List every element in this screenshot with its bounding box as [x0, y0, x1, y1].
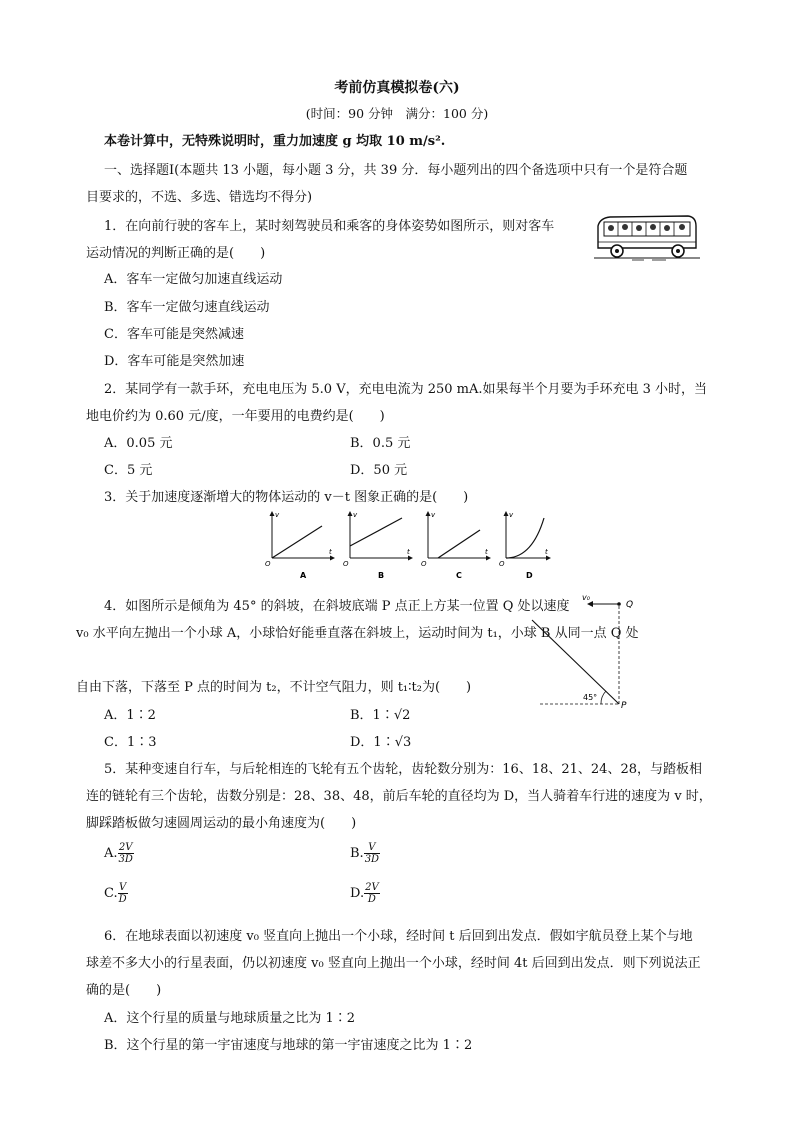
slope-diagram — [528, 588, 638, 712]
q2-option-d: D．50 元 — [350, 463, 408, 478]
q6-option-a: A．这个行星的质量与地球质量之比为 1∶2 — [104, 1011, 356, 1026]
paper-title: 考前仿真模拟卷(六) — [334, 80, 460, 96]
graph-c-origin: O — [421, 560, 427, 568]
q2-option-a: A．0.05 元 — [104, 436, 173, 451]
q4-line1: 4．如图所示是倾角为 45° 的斜坡，在斜坡底端 P 点正上方某一位置 Q 处以速度 — [104, 599, 570, 614]
q4-option-c: C．1∶3 — [104, 735, 157, 750]
bus-illustration — [592, 212, 702, 264]
graph-a-origin: O — [265, 560, 271, 568]
p-label: P — [621, 701, 627, 711]
graph-b-origin: O — [343, 560, 349, 568]
q2-option-c: C．5 元 — [104, 463, 153, 478]
vt-graph-c — [421, 511, 490, 580]
q2-option-b: B．0.5 元 — [350, 436, 411, 451]
graph-d-t-label: t — [545, 548, 548, 556]
q4-option-b: B．1∶√2 — [350, 708, 411, 723]
q1-option-c: C．客车可能是突然减速 — [104, 327, 244, 342]
graph-c-v-label: v — [431, 511, 436, 519]
q5-option-c: C. $\frac{V}{D}$ — [104, 882, 127, 905]
q4-option-d: D．1∶√3 — [350, 735, 412, 750]
q-label: Q — [626, 600, 634, 610]
angle-label: 45° — [583, 693, 598, 702]
q5-option-b: B. $\frac{V}{3D}$ — [350, 842, 380, 865]
graph-d-origin: O — [499, 560, 505, 568]
q4-line2: v₀ 水平向左抛出一个小球 A，小球恰好能垂直落在斜坡上，运动时间为 t₁，小球 B 从同一点 Q 处 — [76, 626, 639, 641]
graph-c-label: C — [456, 571, 462, 580]
q5-option-a: A. $\frac{2V}{3D}$ — [104, 842, 133, 865]
q5-option-d: D. $\frac{2V}{D}$ — [350, 882, 379, 905]
vt-graph-b — [343, 511, 412, 580]
q1-option-d: D．客车可能是突然加速 — [104, 354, 245, 369]
section1-line1: 一、选择题Ⅰ(本题共 13 小题，每小题 3 分，共 39 分．每小题列出的四个备选项中只有一个是符合题 — [104, 163, 688, 178]
q5-line1: 5．某种变速自行车，与后轮相连的飞轮有五个齿轮，齿轮数分别为：16、18、21、24、28，与踏板相 — [104, 762, 702, 777]
calc-note: 本卷计算中，无特殊说明时，重力加速度 g 均取 10 m/s². — [104, 134, 446, 149]
graph-a-v-label: v — [275, 511, 280, 519]
q6-line1: 6．在地球表面以初速度 v₀ 竖直向上抛出一个小球，经时间 t 后回到出发点．假如宇航员登上某个与地 — [104, 929, 693, 944]
graph-b-t-label: t — [407, 548, 410, 556]
q3-line1: 3．关于加速度逐渐增大的物体运动的 v－t 图象正确的是( ) — [104, 490, 469, 505]
q2-line2: 地电价约为 0.60 元/度，一年要用的电费约是( ) — [86, 409, 385, 424]
q5-line3: 脚踩踏板做匀速圆周运动的最小角速度为( ) — [86, 816, 357, 831]
q1-line1: 1．在向前行驶的客车上，某时刻驾驶员和乘客的身体姿势如图所示，则对客车 — [104, 219, 555, 234]
graph-b-label: B — [378, 571, 385, 580]
q6-line3: 确的是( ) — [86, 983, 162, 998]
q1-option-a: A．客车一定做匀加速直线运动 — [104, 272, 283, 287]
vt-graphs — [262, 508, 552, 586]
paper-subtitle: (时间：90 分钟 满分：100 分) — [305, 106, 489, 121]
graph-c-t-label: t — [485, 548, 488, 556]
v0-label: v₀ — [582, 593, 590, 602]
vt-graph-d — [499, 511, 550, 580]
vt-graph-a — [265, 511, 334, 580]
q6-option-b: B．这个行星的第一宇宙速度与地球的第一宇宙速度之比为 1∶2 — [104, 1038, 473, 1053]
q1-option-b: B．客车一定做匀速直线运动 — [104, 300, 270, 315]
q5-line2: 连的链轮有三个齿轮，齿数分别是：28、38、48，前后车轮的直径均为 D，当人骑着车行进的速度为 v 时， — [86, 789, 712, 804]
graph-a-label: A — [300, 571, 307, 580]
graph-b-v-label: v — [353, 511, 358, 519]
point-q — [617, 602, 621, 606]
graph-a-t-label: t — [329, 548, 332, 556]
q1-line2: 运动情况的判断正确的是( ) — [86, 246, 266, 261]
q6-line2: 球差不多大小的行星表面，仍以初速度 v₀ 竖直向上抛出一个小球，经时间 4t 后回到出发点．则下列说法正 — [86, 956, 701, 971]
graph-d-label: D — [526, 571, 533, 580]
q2-line1: 2．某同学有一款手环，充电电压为 5.0 V，充电电流为 250 mA.如果每半个月要为手环充电 3 小时，当 — [104, 382, 708, 397]
graph-d-v-label: v — [509, 511, 514, 519]
section1-line2: 目要求的，不选、多选、错选均不得分) — [86, 190, 313, 205]
q4-option-a: A．1∶2 — [104, 708, 156, 723]
q4-line3: 自由下落，下落至 P 点的时间为 t₂，不计空气阻力，则 t₁∶t₂为( ) — [76, 680, 472, 695]
